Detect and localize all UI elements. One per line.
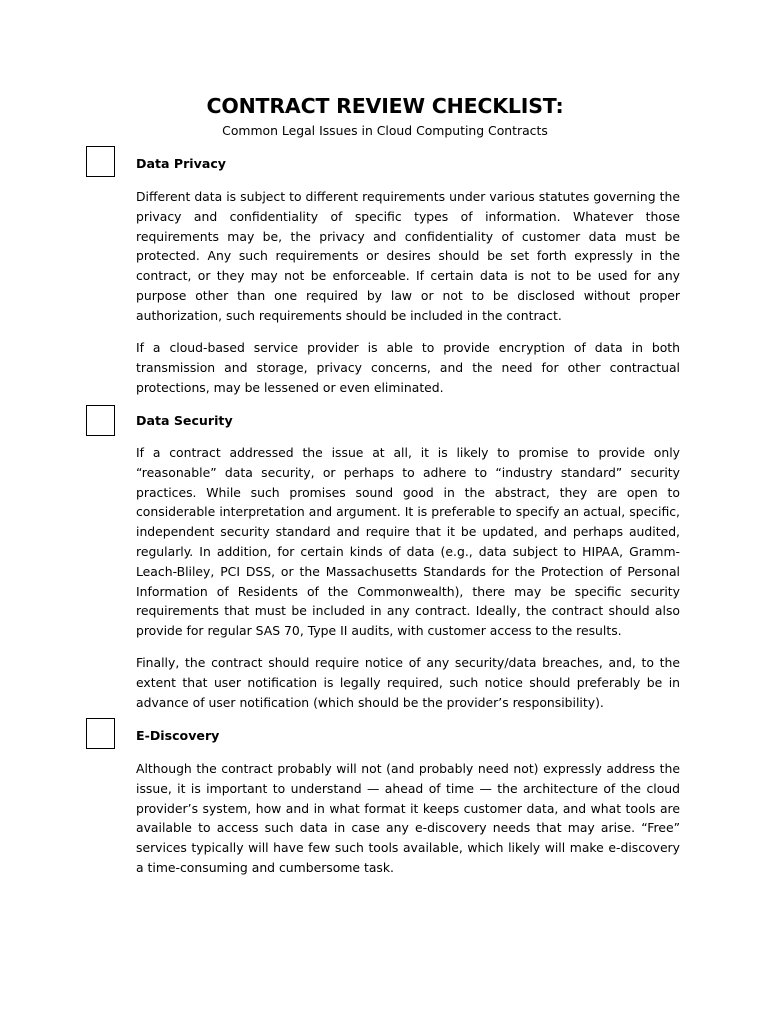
document-title: CONTRACT REVIEW CHECKLIST:	[206, 94, 564, 118]
section-heading-data-privacy: Data Privacy	[136, 156, 226, 171]
data-security-paragraph-1: If a contract addressed the issue at all, it is likely to promise to provide only “reasonable” data security, or perhaps to adhere to “industry standard” security practices. While such promises sound good in the abstract, they are open to considerable interpretation and argument. It is preferable to specify an actual, specific, independent security standard and require that it be updated, and perhaps audited, regularly. In addition, for certain kinds of data (e.g., data subject to HIPAA, Gramm-Leach-Bliley, PCI DSS, or the Massachusetts Standards for the Protection of Personal Information of Residents of the Commonwealth), there may be specific security requirements that must be included in any contract. Ideally, the contract should also provide for regular SAS 70, Type II audits, with customer access to the results.	[136, 445, 680, 639]
checkbox-data-privacy[interactable]	[86, 146, 115, 177]
section-heading-e-discovery: E-Discovery	[136, 728, 220, 743]
checkbox-e-discovery[interactable]	[86, 718, 115, 749]
data-privacy-paragraph-1: Different data is subject to different requirements under various statutes governing the privacy and confidentiality of specific types of information. Whatever those requirements may be, the privacy and confidentiality of customer data must be protected. Any such requirements or desires should be set forth expressly in the contract, or they may not be enforceable. If certain data is not to be used for any purpose other than one required by law or not to be disclosed without proper authorization, such requirements should be included in the contract.	[136, 189, 680, 323]
e-discovery-paragraph-1: Although the contract probably will not (and probably need not) expressly address the issue, it is important to understand — ahead of time — the architecture of the cloud provider’s system, how and in what format it keeps customer data, and what tools are available to access such data in case any e-discovery needs that may arise. “Free” services typically will have few such tools available, which likely will make e-discovery a time-consuming and cumbersome task.	[136, 761, 680, 875]
checkbox-data-security[interactable]	[86, 405, 115, 436]
document-subtitle: Common Legal Issues in Cloud Computing Contracts	[222, 123, 548, 138]
data-privacy-paragraph-2: If a cloud-based service provider is able to provide encryption of data in both transmission and storage, privacy concerns, and the need for other contractual protections, may be lessened or even eliminated.	[136, 340, 680, 395]
section-heading-data-security: Data Security	[136, 413, 233, 428]
data-security-paragraph-2: Finally, the contract should require notice of any security/data breaches, and, to the extent that user notification is legally required, such notice should preferably be in advance of user notification (which should be the provider’s responsibility).	[136, 655, 680, 710]
